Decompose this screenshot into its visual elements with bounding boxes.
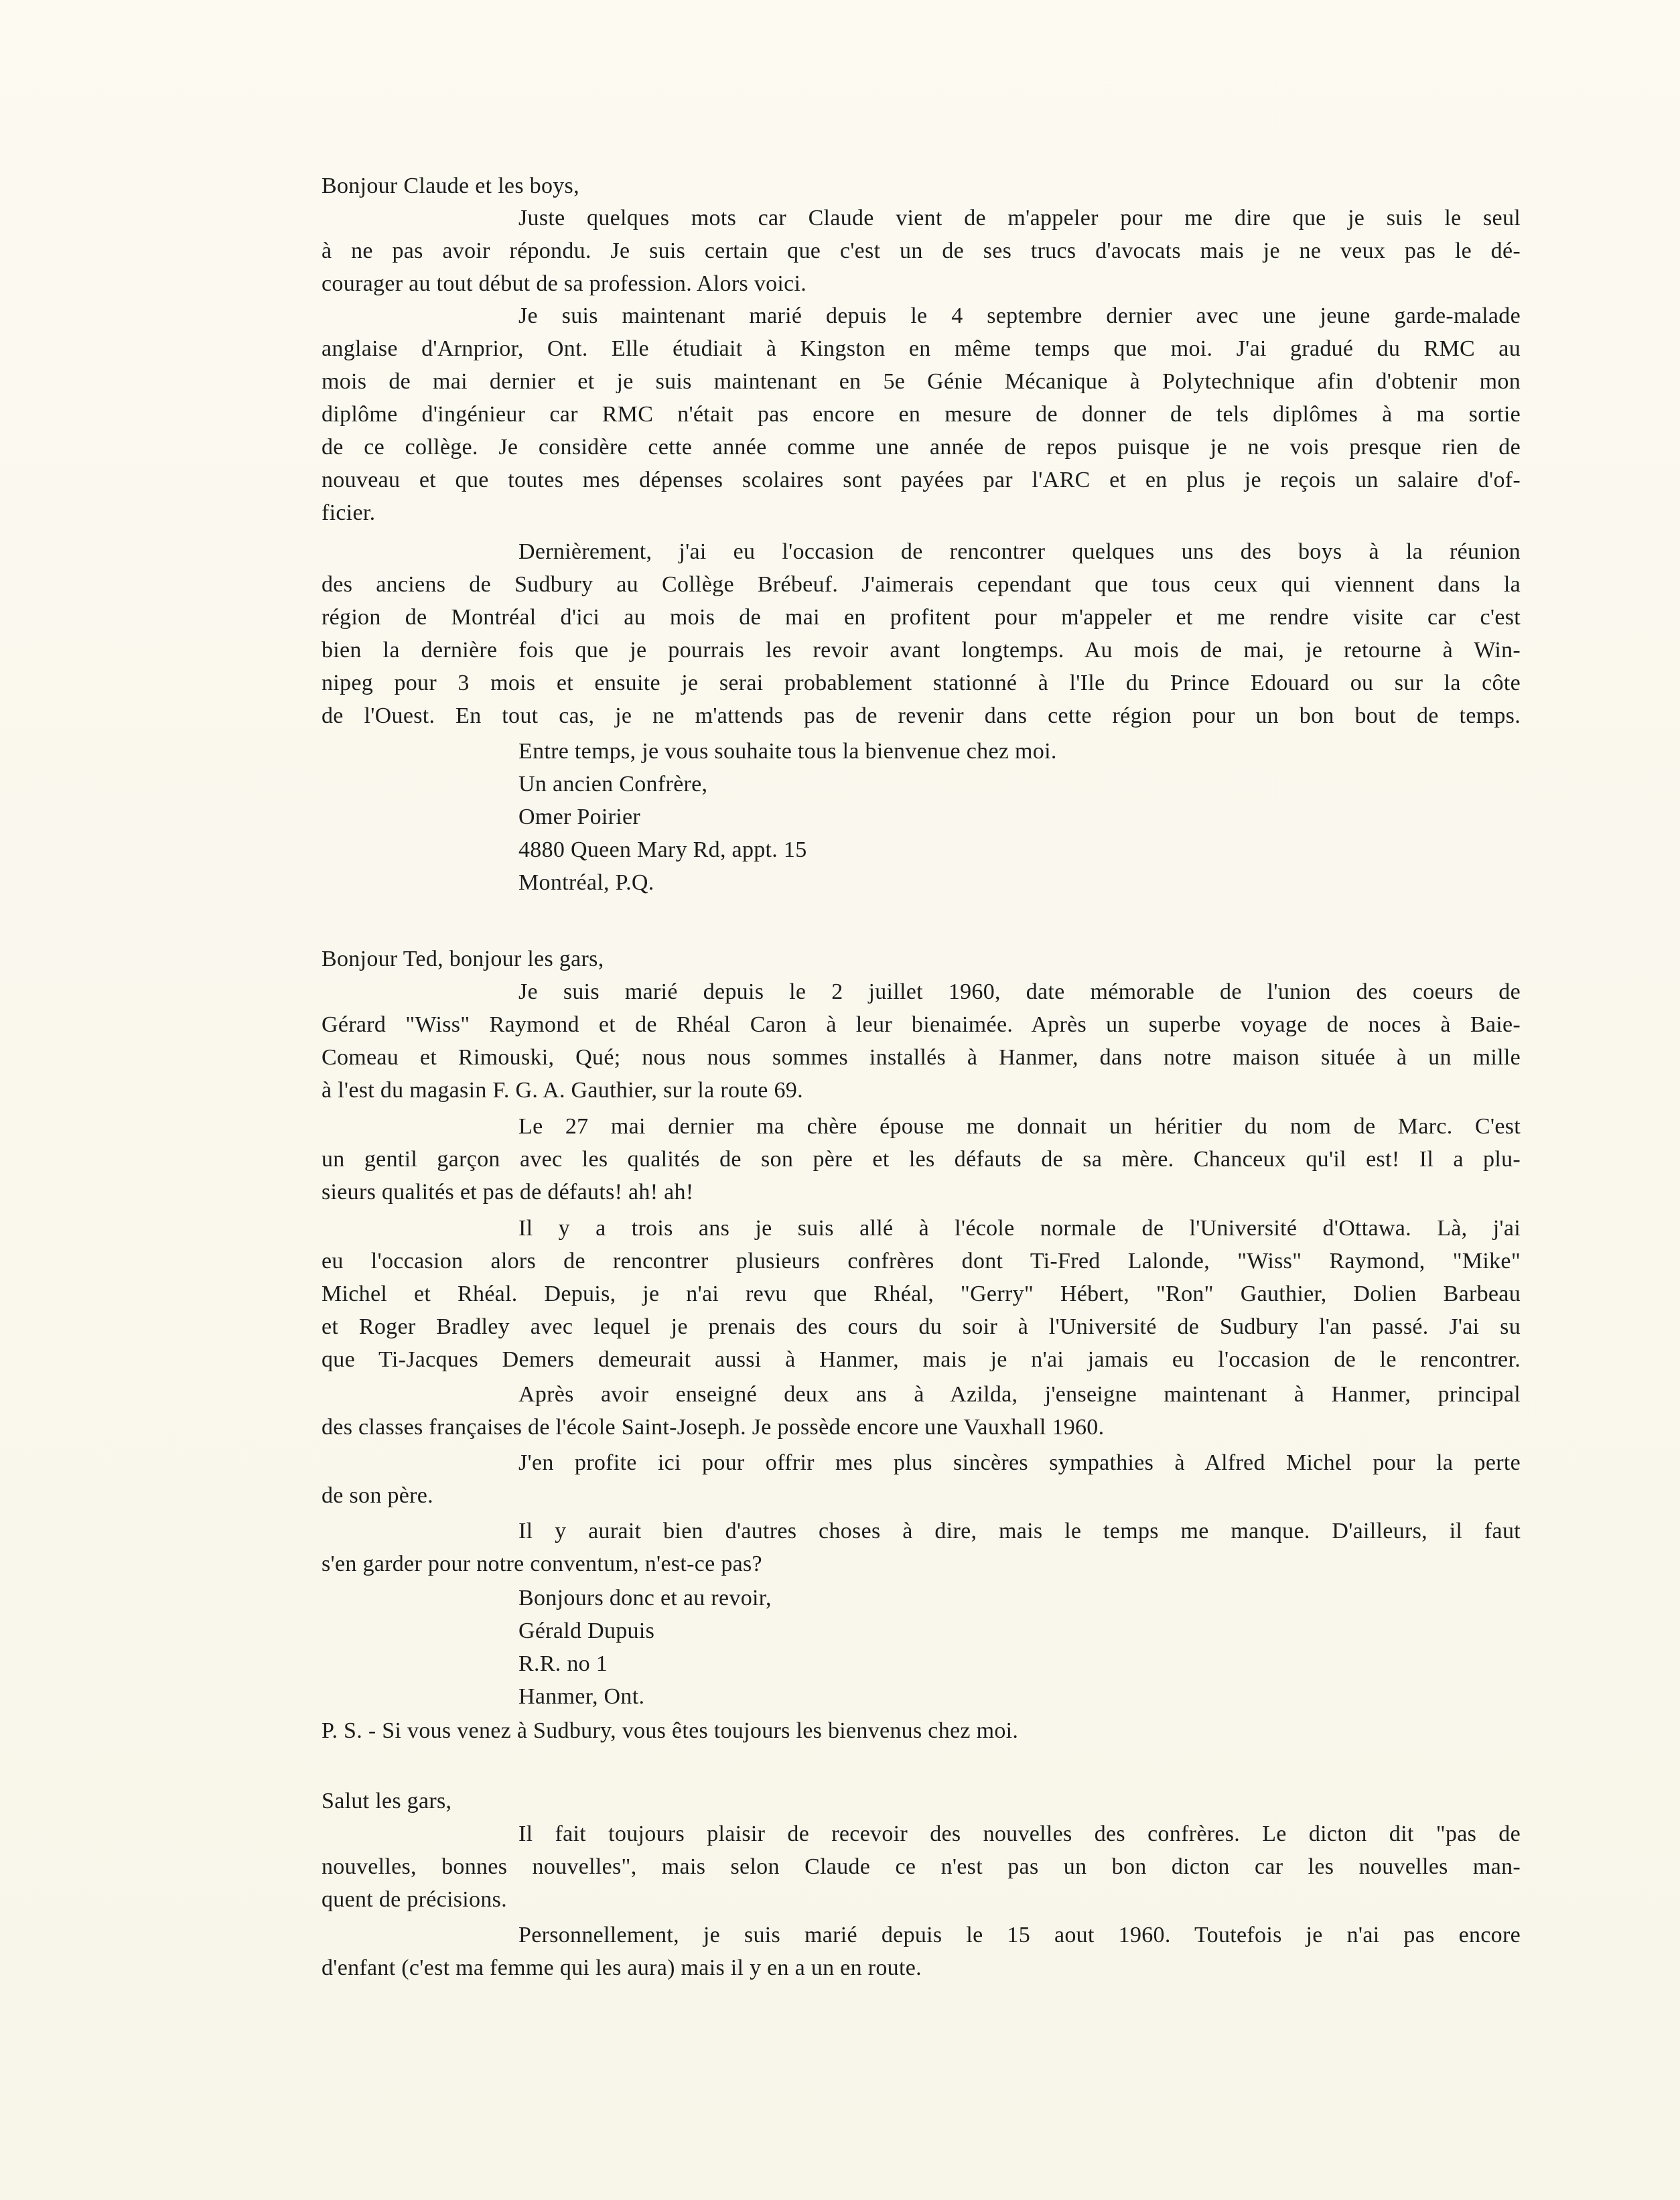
text-line: J'en profite ici pour offrir mes plus sincères sympathies à Alfred Michel pour la perte	[518, 1450, 1521, 1475]
text-line: Il y aurait bien d'autres choses à dire, mais le temps me manque. D'ailleurs, il faut	[518, 1519, 1521, 1543]
text-line: quent de précisions.	[322, 1887, 507, 1912]
text-line: que Ti-Jacques Demers demeurait aussi à Hanmer, mais je n'ai jamais eu l'occasion de le rencontrer.	[322, 1347, 1521, 1372]
text-line: Personnellement, je suis marié depuis le 15 aout 1960. Toutefois je n'ai pas encore	[518, 1923, 1521, 1947]
text-line: s'en garder pour notre conventum, n'est-ce pas?	[322, 1552, 762, 1576]
text-line: de l'Ouest. En tout cas, je ne m'attends pas de revenir dans cette région pour un bon bout de temps.	[322, 703, 1521, 728]
text-line: de son père.	[322, 1483, 433, 1508]
text-line: Le 27 mai dernier ma chère épouse me donnait un héritier du nom de Marc. C'est	[518, 1114, 1521, 1139]
text-line: Je suis maintenant marié depuis le 4 septembre dernier avec une jeune garde-malade	[518, 303, 1521, 328]
text-line: de ce collège. Je considère cette année comme une année de repos puisque je ne vois presque rien de	[322, 435, 1521, 460]
text-line: région de Montréal d'ici au mois de mai en profitent pour m'appeler et me rendre visite car c'est	[322, 605, 1521, 630]
address-line: Montréal, P.Q.	[518, 870, 654, 895]
text-line: des anciens de Sudbury au Collège Brébeuf. J'aimerais cependant que tous ceux qui viennent dans la	[322, 572, 1521, 597]
text-line: Dernièrement, j'ai eu l'occasion de rencontrer quelques uns des boys à la réunion	[518, 539, 1521, 564]
text-line: Il y a trois ans je suis allé à l'école normale de l'Université d'Ottawa. Là, j'ai	[518, 1216, 1521, 1241]
text-line: anglaise d'Arnprior, Ont. Elle étudiait à Kingston en même temps que moi. J'ai gradué du RMC au	[322, 336, 1521, 361]
text-line: à ne pas avoir répondu. Je suis certain que c'est un de ses trucs d'avocats mais je ne veux pas le dé-	[322, 238, 1521, 263]
text-line: Juste quelques mots car Claude vient de m'appeler pour me dire que je suis le seul	[518, 206, 1521, 230]
text-line: un gentil garçon avec les qualités de son père et les défauts de sa mère. Chanceux qu'il est! Il a plu-	[322, 1147, 1521, 1172]
text-line: nipeg pour 3 mois et ensuite je serai probablement stationné à l'Ile du Prince Edouard ou sur la côte	[322, 671, 1521, 695]
greeting: Salut les gars,	[322, 1789, 452, 1813]
text-line: Comeau et Rimouski, Qué; nous nous sommes installés à Hanmer, dans notre maison située à un mille	[322, 1045, 1521, 1070]
signature-name: Gérald Dupuis	[518, 1619, 655, 1643]
text-line: Il fait toujours plaisir de recevoir des nouvelles des confrères. Le dicton dit "pas de	[518, 1821, 1521, 1846]
text-line: sieurs qualités et pas de défauts! ah! ah!	[322, 1180, 694, 1205]
text-line: bien la dernière fois que je pourrais les revoir avant longtemps. Au mois de mai, je retourne à Win-	[322, 638, 1521, 663]
text-line: courager au tout début de sa profession. Alors voici.	[322, 271, 807, 296]
text-line: Michel et Rhéal. Depuis, je n'ai revu que Rhéal, "Gerry" Hébert, "Ron" Gauthier, Dolien Barbeau	[322, 1282, 1521, 1306]
postscript: P. S. - Si vous venez à Sudbury, vous êtes toujours les bienvenus chez moi.	[322, 1718, 1019, 1743]
closing-line: Bonjours donc et au revoir,	[518, 1586, 772, 1610]
text-line: et Roger Bradley avec lequel je prenais des cours du soir à l'Université de Sudbury l'an passé. J'ai su	[322, 1314, 1521, 1339]
text-line: nouveau et que toutes mes dépenses scolaires sont payées par l'ARC et en plus je reçois un salaire d'of-	[322, 468, 1521, 492]
signature-name: Omer Poirier	[518, 805, 641, 829]
text-line: des classes françaises de l'école Saint-Joseph. Je possède encore une Vauxhall 1960.	[322, 1415, 1105, 1440]
text-line: ficier.	[322, 500, 376, 525]
text-line: diplôme d'ingénieur car RMC n'était pas encore en mesure de donner de tels diplômes à ma sortie	[322, 402, 1521, 427]
closing-line: Un ancien Confrère,	[518, 772, 708, 797]
text-line: Après avoir enseigné deux ans à Azilda, j'enseigne maintenant à Hanmer, principal	[518, 1382, 1521, 1407]
text-line: nouvelles, bonnes nouvelles", mais selon Claude ce n'est pas un bon dicton car les nouvelles man-	[322, 1854, 1521, 1879]
text-line: Je suis marié depuis le 2 juillet 1960, date mémorable de l'union des coeurs de	[518, 979, 1521, 1004]
text-line: eu l'occasion alors de rencontrer plusieurs confrères dont Ti-Fred Lalonde, "Wiss" Raymond, "Mike"	[322, 1249, 1521, 1274]
address-line: Hanmer, Ont.	[518, 1684, 645, 1709]
text-line: d'enfant (c'est ma femme qui les aura) mais il y en a un en route.	[322, 1955, 922, 1980]
address-line: R.R. no 1	[518, 1651, 608, 1676]
address-line: 4880 Queen Mary Rd, appt. 15	[518, 837, 807, 862]
closing-line: Entre temps, je vous souhaite tous la bienvenue chez moi.	[518, 739, 1057, 764]
text-line: Gérard "Wiss" Raymond et de Rhéal Caron à leur bienaimée. Après un superbe voyage de noces à Baie-	[322, 1012, 1521, 1037]
text-line: mois de mai dernier et je suis maintenant en 5e Génie Mécanique à Polytechnique afin d'obtenir mon	[322, 369, 1521, 394]
greeting: Bonjour Ted, bonjour les gars,	[322, 947, 604, 971]
greeting: Bonjour Claude et les boys,	[322, 174, 579, 198]
text-line: à l'est du magasin F. G. A. Gauthier, sur la route 69.	[322, 1078, 803, 1103]
